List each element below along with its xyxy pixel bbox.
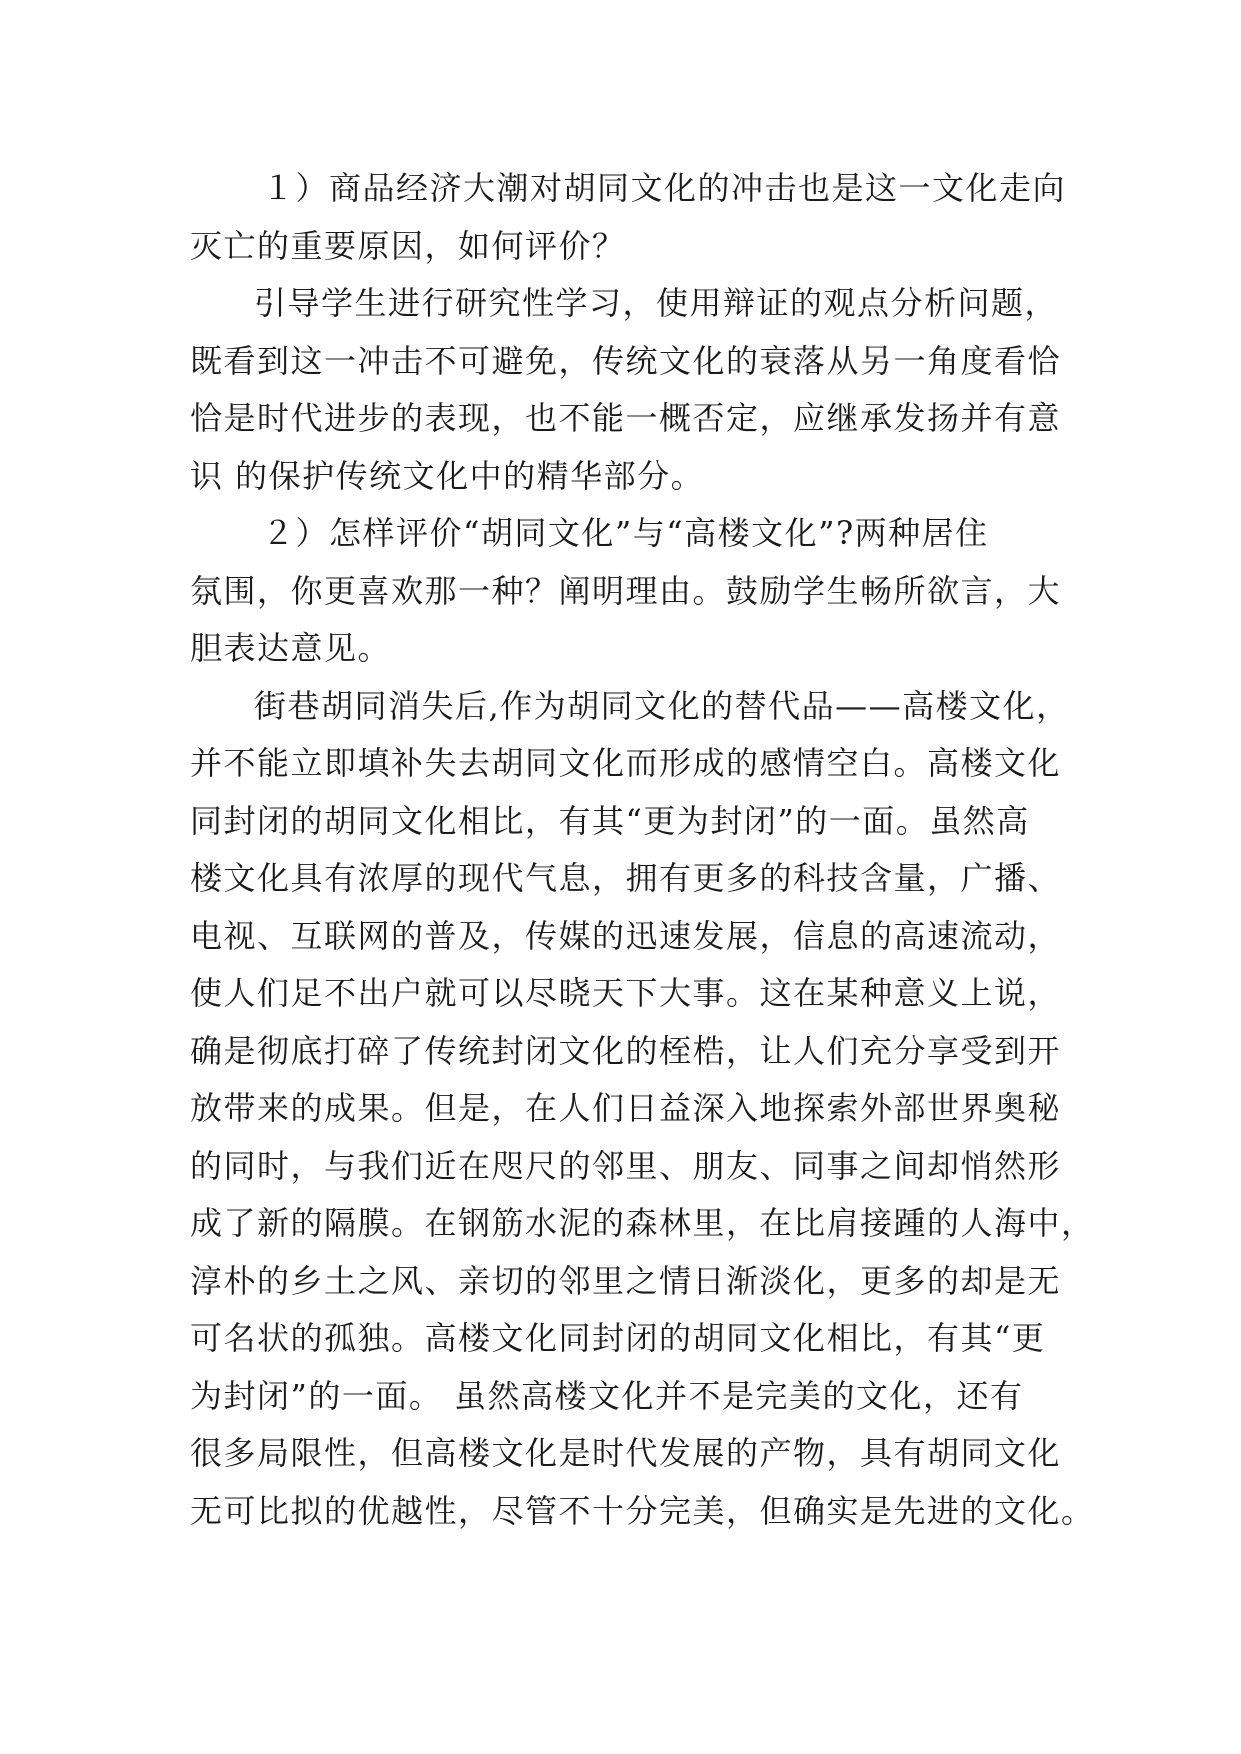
text-line: 很多局限性，但高楼文化是时代发展的产物，具有胡同文化 [190,1434,1062,1472]
text-line: 电视、互联网的普及，传媒的迅速发展，信息的高速流动， [190,916,1062,955]
text-line: 确是彻底打碎了传统封闭文化的桎梏，让人们充分享受到开 [190,1031,1062,1070]
text-line: 并不能立即填补失去胡同文化而形成的感情空白。高楼文化 [190,744,1062,782]
text-line: 既看到这一冲击不可避免，传统文化的衰落从另一角度看恰 [190,341,1062,380]
question-1-line: １）商品经济大潮对胡同文化的冲击也是这一文化走向 [262,169,1067,207]
text-line: 淳朴的乡土之风、亲切的邻里之情日渐淡化，更多的却是无 [190,1261,1062,1300]
text-line: 胆表达意见。 [190,629,392,667]
text-line: 楼文化具有浓厚的现代气息，拥有更多的科技含量，广播、 [190,859,1062,897]
text-line: 恰是时代进步的表现，也不能一概否定，应继承发扬并有意 [190,399,1062,437]
question-2-line: ２）怎样评价“胡同文化”与“高楼文化”?两种居住 [262,514,989,552]
text-line: 灭亡的重要原因，如何评价？ [190,226,626,265]
paragraph-start-line: 街巷胡同消失后,作为胡同文化的替代品——高楼文化， [254,686,1070,725]
text-line: 的同时，与我们近在咫尺的邻里、朋友、同事之间却悄然形 [190,1146,1062,1185]
text-line: 为封闭”的一面。 虽然高楼文化并不是完美的文化，还有 [190,1376,1024,1415]
text-line: 识 的保护传统文化中的精华部分。 [190,456,705,495]
body-text [190,160,1095,1540]
text-line: 同封闭的胡同文化相比，有其“更为封闭”的一面。虽然高 [190,801,1030,840]
text-line: 放带来的成果。但是，在人们日益深入地探索外部世界奥秘 [190,1089,1062,1127]
text-line: 成了新的隔膜。在钢筋水泥的森林里，在比肩接踵的人海中， [190,1204,1095,1242]
paragraph-start-line: 引导学生进行研究性学习，使用辩证的观点分析问题， [254,284,1059,322]
text-line: 使人们足不出户就可以尽晓天下大事。这在某种意义上说， [190,974,1062,1012]
text-line: 无可比拟的优越性，尽管不十分完美，但确实是先进的文化。 [190,1491,1095,1530]
text-line: 氛围，你更喜欢那一种？阐明理由。鼓励学生畅所欲言，大 [190,571,1062,610]
text-line: 可名状的孤独。高楼文化同封闭的胡同文化相比，有其“更 [190,1319,1046,1357]
